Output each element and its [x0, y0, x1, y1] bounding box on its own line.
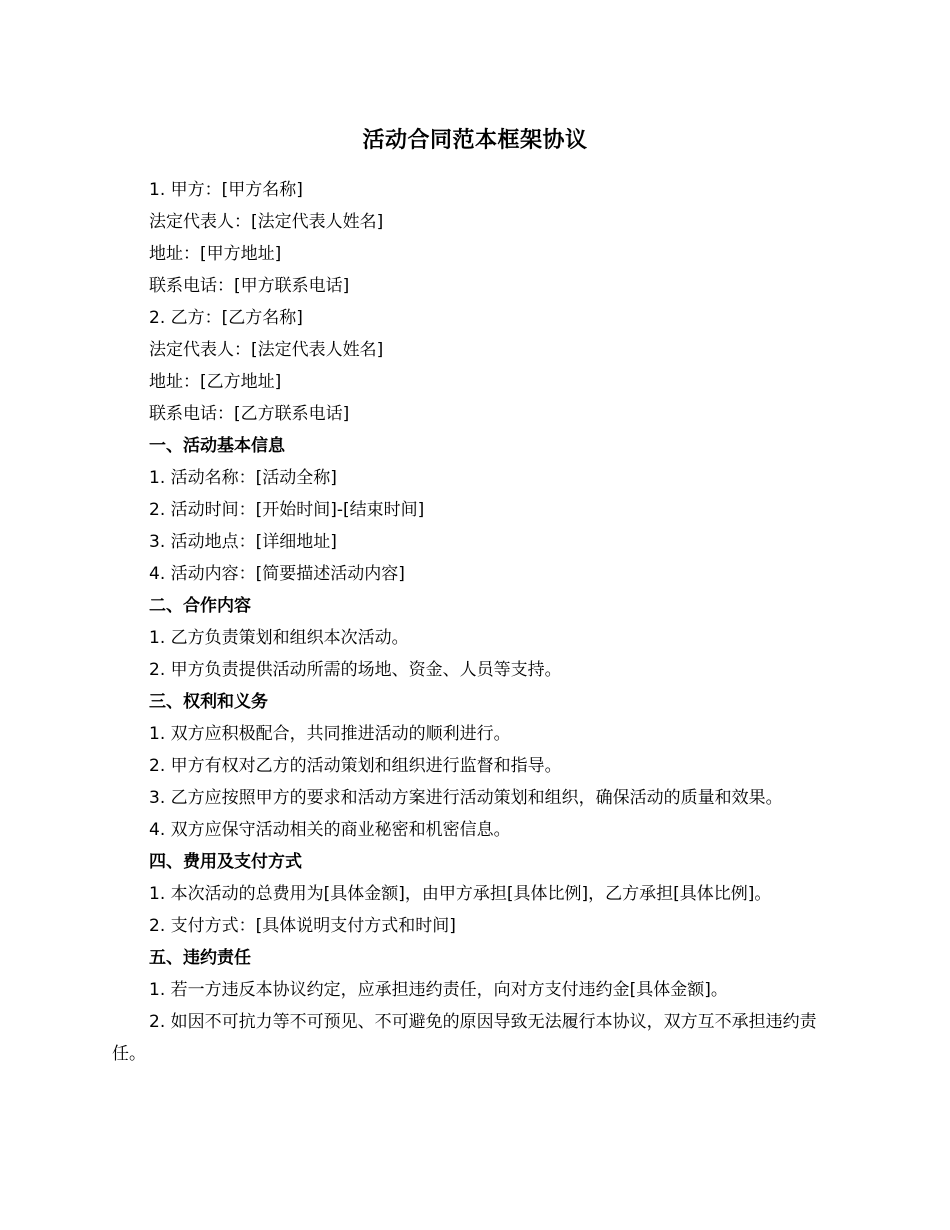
party-a-phone: 联系电话：[甲方联系电话] — [149, 276, 350, 296]
party-b-representative: 法定代表人：[法定代表人姓名] — [149, 340, 384, 360]
party-b-address: 地址：[乙方地址] — [149, 372, 282, 392]
party-b-name: 2. 乙方：[乙方名称] — [149, 308, 303, 328]
section-item: 3. 乙方应按照甲方的要求和活动方案进行活动策划和组织，确保活动的质量和效果。 — [149, 788, 783, 808]
section-item: 1. 本次活动的总费用为[具体金额]，由甲方承担[具体比例]，乙方承担[具体比例]。 — [149, 884, 772, 904]
section-item: 1. 若一方违反本协议约定，应承担违约责任，向对方支付违约金[具体金额]。 — [149, 980, 728, 1000]
section-heading-fees-payment: 四、费用及支付方式 — [149, 852, 302, 872]
section-heading-liability: 五、违约责任 — [149, 948, 251, 968]
section-item: 1. 乙方负责策划和组织本次活动。 — [149, 628, 409, 648]
section-item: 2. 如因不可抗力等不可预见、不可避免的原因导致无法履行本协议，双方互不承担违约责任。 — [112, 1012, 817, 1064]
document-body — [112, 174, 827, 1070]
party-b-phone: 联系电话：[乙方联系电话] — [149, 404, 350, 424]
section-item: 2. 支付方式：[具体说明支付方式和时间] — [149, 916, 456, 936]
party-a-representative: 法定代表人：[法定代表人姓名] — [149, 212, 384, 232]
section-item: 3. 活动地点：[详细地址] — [149, 532, 337, 552]
section-heading-cooperation: 二、合作内容 — [149, 596, 251, 616]
party-a-name: 1. 甲方：[甲方名称] — [149, 180, 303, 200]
party-a-address: 地址：[甲方地址] — [149, 244, 282, 264]
section-item: 1. 双方应积极配合，共同推进活动的顺利进行。 — [149, 724, 511, 744]
document-title: 活动合同范本框架协议 — [362, 128, 588, 153]
section-item: 4. 双方应保守活动相关的商业秘密和机密信息。 — [149, 820, 511, 840]
section-heading-basic-info: 一、活动基本信息 — [149, 436, 285, 456]
section-item: 2. 活动时间：[开始时间]-[结束时间] — [149, 500, 425, 520]
section-item: 4. 活动内容：[简要描述活动内容] — [149, 564, 405, 584]
section-item: 2. 甲方负责提供活动所需的场地、资金、人员等支持。 — [149, 660, 562, 680]
section-item: 2. 甲方有权对乙方的活动策划和组织进行监督和指导。 — [149, 756, 562, 776]
section-heading-rights-obligations: 三、权利和义务 — [149, 692, 268, 712]
section-item: 1. 活动名称：[活动全称] — [149, 468, 337, 488]
